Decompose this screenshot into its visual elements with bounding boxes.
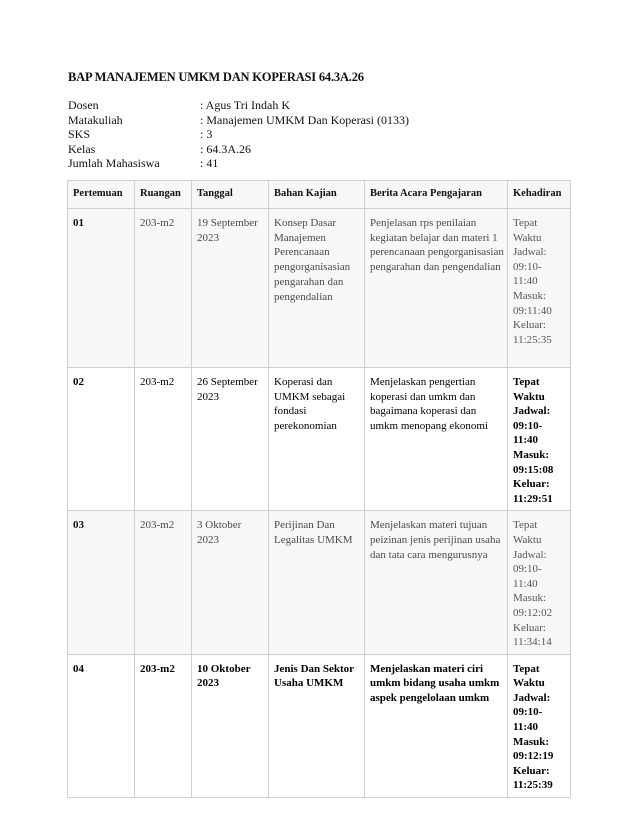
cell-pertemuan: 04: [68, 654, 135, 797]
attendance-table: [67, 180, 571, 798]
attendance-line: Waktu: [513, 231, 542, 244]
cell-berita-acara: Menjelaskan materi ciri umkm bidang usaha umkm aspek pengelolaan umkm: [365, 654, 508, 797]
attendance-line: Masuk:: [513, 448, 550, 461]
cell-kehadiran: [508, 654, 571, 797]
attendance-line: Waktu: [513, 677, 545, 690]
attendance-line: 11:40: [513, 275, 538, 288]
header-tanggal: Tanggal: [192, 181, 269, 209]
attendance-line: Keluar:: [513, 319, 546, 332]
attendance-line: 11:25:35: [513, 333, 552, 346]
table-row: [68, 654, 571, 797]
cell-pertemuan: 02: [68, 368, 135, 511]
attendance-line: 09:15:08: [513, 463, 554, 476]
cell-berita-acara: Menjelaskan pengertian koperasi dan umkm dan bagaimana koperasi dan umkm menopang ekonomi: [365, 368, 508, 511]
info-label: Dosen: [68, 98, 99, 112]
attendance-line: 09:12:19: [513, 750, 554, 763]
attendance-line: Keluar:: [513, 621, 546, 634]
attendance-line: 09:10-: [513, 563, 542, 576]
table-row: [68, 209, 571, 368]
header-kehadiran: Kehadiran: [508, 181, 571, 209]
attendance-line: Keluar:: [513, 478, 550, 491]
attendance-line: Keluar:: [513, 764, 550, 777]
cell-kehadiran: [508, 209, 571, 368]
attendance-line: 09:10-: [513, 260, 542, 273]
cell-tanggal: 10 Oktober 2023: [192, 654, 269, 797]
cell-ruangan: 203-m2: [135, 368, 192, 511]
info-label: Jumlah Mahasiswa: [68, 156, 160, 171]
info-label: SKS: [68, 127, 91, 142]
info-value: : Agus Tri Indah K: [200, 98, 291, 112]
cell-tanggal: 19 September 2023: [192, 209, 269, 368]
header-berita-acara: Berita Acara Pengajaran: [365, 181, 508, 209]
header-ruangan: Ruangan: [135, 181, 192, 209]
attendance-line: 09:10-: [513, 706, 543, 719]
info-row-dosen: [68, 98, 409, 113]
cell-ruangan: 203-m2: [135, 511, 192, 654]
attendance-line: Jadwal:: [513, 246, 547, 259]
cell-ruangan: 203-m2: [135, 209, 192, 368]
cell-bahan-kajian: Perijinan Dan Legalitas UMKM: [269, 511, 365, 654]
header-bahan-kajian: Bahan Kajian: [269, 181, 365, 209]
cell-kehadiran: [508, 368, 571, 511]
attendance-line: Waktu: [513, 533, 542, 546]
attendance-line: 11:25:39: [513, 779, 553, 792]
info-value: : 64.3A.26: [200, 141, 251, 156]
cell-berita-acara: Menjelaskan materi tujuan peizinan jenis perijinan usaha dan tata cara mengurusnya: [365, 511, 508, 654]
info-row-sks: [68, 127, 409, 142]
cell-bahan-kajian: Konsep Dasar Manajemen Perencanaan pengorganisasian pengarahan dan pengendalian: [269, 209, 365, 368]
cell-kehadiran: [508, 511, 571, 654]
attendance-line: 11:40: [513, 721, 539, 734]
cell-tanggal: 26 September 2023: [192, 368, 269, 511]
cell-berita-acara: Penjelasan rps penilaian kegiatan belajar dan materi 1 perencanaan pengorganisasian pengarahan dan pengendalian: [365, 209, 508, 368]
cell-pertemuan: 03: [68, 511, 135, 654]
table-header-row: [68, 181, 571, 209]
cell-tanggal: 3 Oktober 2023: [192, 511, 269, 654]
attendance-line: 11:29:51: [513, 492, 553, 505]
attendance-line: Tepat: [513, 376, 540, 388]
attendance-line: Masuk:: [513, 592, 546, 605]
attendance-line: 11:34:14: [513, 636, 552, 649]
info-row-jumlah-mahasiswa: [68, 156, 409, 171]
attendance-line: 09:10-: [513, 419, 543, 432]
cell-pertemuan: 01: [68, 209, 135, 368]
attendance-line: Masuk:: [513, 289, 546, 302]
document-title: BAP MANAJEMEN UMKM DAN KOPERASI 64.3A.26: [68, 70, 364, 84]
attendance-line: Jadwal:: [513, 691, 551, 704]
attendance-line: 11:40: [513, 577, 538, 590]
attendance-line: Tepat: [513, 519, 538, 532]
attendance-line: Jadwal:: [513, 548, 547, 561]
cell-bahan-kajian: Koperasi dan UMKM sebagai fondasi perekonomian: [269, 368, 365, 511]
attendance-line: Tepat: [513, 217, 538, 229]
table-row: [68, 368, 571, 511]
info-value: : 3: [200, 127, 213, 142]
attendance-line: 09:11:40: [513, 304, 552, 317]
attendance-line: Masuk:: [513, 735, 550, 748]
info-label: Matakuliah: [68, 112, 123, 127]
info-row-matakuliah: [68, 113, 409, 128]
cell-bahan-kajian: Jenis Dan Sektor Usaha UMKM: [269, 654, 365, 797]
attendance-line: Waktu: [513, 390, 545, 403]
info-value: : Manajemen UMKM Dan Koperasi (0133): [200, 112, 409, 127]
course-info: [68, 98, 409, 171]
info-label: Kelas: [68, 141, 96, 156]
attendance-line: 11:40: [513, 434, 539, 447]
info-row-kelas: [68, 142, 409, 157]
attendance-line: Jadwal:: [513, 405, 551, 418]
cell-ruangan: 203-m2: [135, 654, 192, 797]
attendance-line: Tepat: [513, 662, 540, 675]
info-value: : 41: [200, 156, 219, 171]
table-row: [68, 511, 571, 654]
attendance-line: 09:12:02: [513, 606, 553, 619]
header-pertemuan: Pertemuan: [68, 181, 135, 209]
